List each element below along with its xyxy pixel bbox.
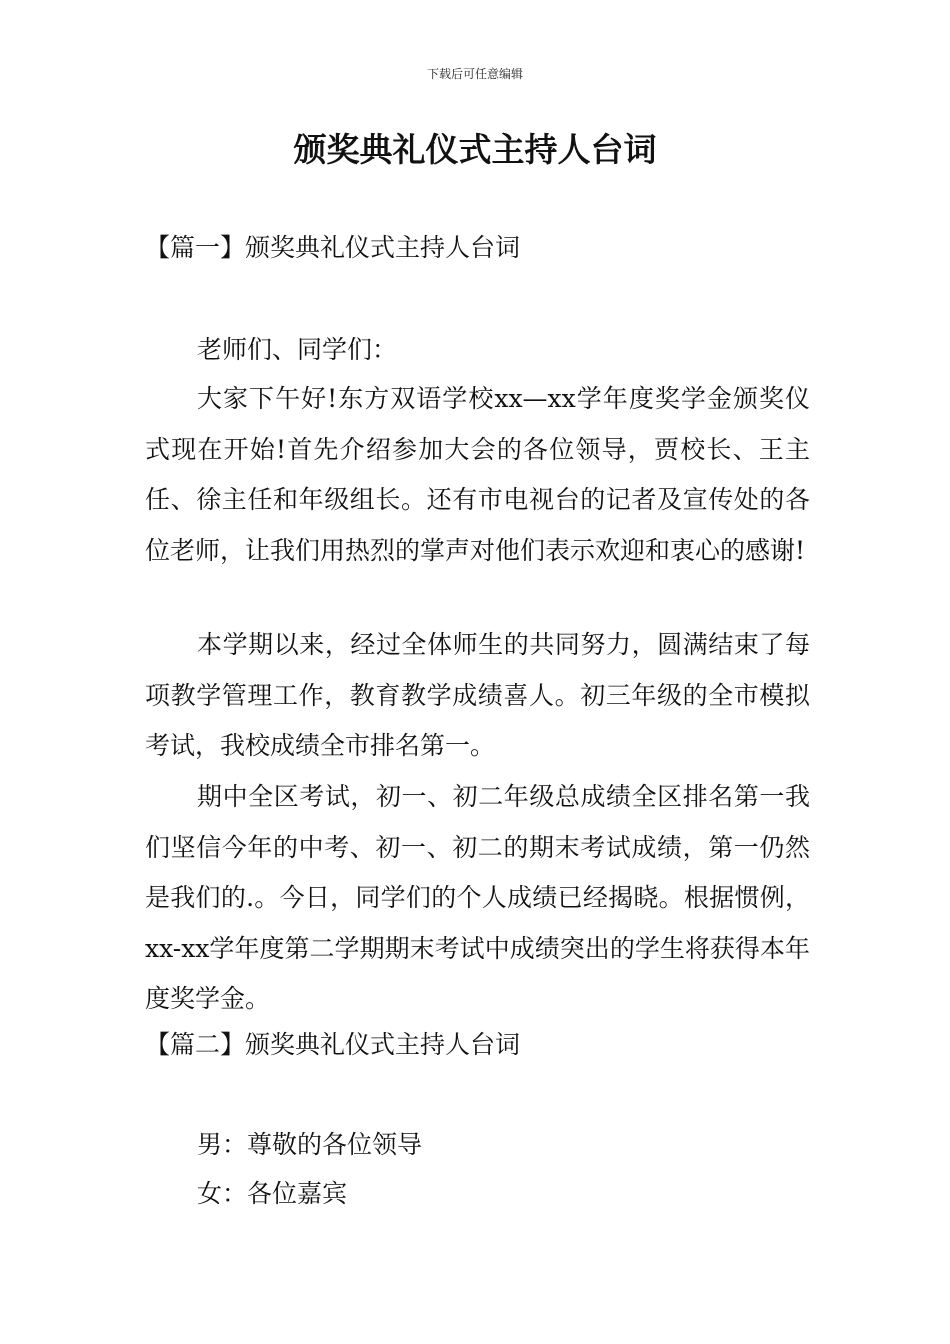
section-heading-1: 【篇一】颁奖典礼仪式主持人台词 bbox=[145, 233, 521, 262]
document-title: 颁奖典礼仪式主持人台词 bbox=[293, 130, 657, 169]
dialogue-line-male: 男：尊敬的各位领导 bbox=[197, 1130, 423, 1159]
dialogue-line-female: 女：各位嘉宾 bbox=[197, 1179, 348, 1208]
paragraph-3: 期中全区考试，初一、初二年级总成绩全区排名第一我们坚信今年的中考、初一、初二的期末考试成绩，第一仍然是我们的.。今日，同学们的个人成绩已经揭晓。根据惯例，xx-xx学年度第二学期期末考试中成绩突出的学生将获得本年度奖学金。 bbox=[145, 782, 810, 1013]
section-heading-2: 【篇二】颁奖典礼仪式主持人台词 bbox=[145, 1030, 521, 1059]
greeting-line: 老师们、同学们： bbox=[197, 335, 398, 364]
paragraph-1: 大家下午好!东方双语学校xx—xx学年度奖学金颁奖仪式现在开始!首先介绍参加大会的各位领导，贾校长、王主任、徐主任和年级组长。还有市电视台的记者及宣传处的各位老师，让我们用热烈的掌声对他们表示欢迎和衷心的感谢! bbox=[145, 384, 810, 565]
paragraph-2: 本学期以来，经过全体师生的共同努力，圆满结束了每项教学管理工作，教育教学成绩喜人。初三年级的全市模拟考试，我校成绩全市排名第一。 bbox=[145, 630, 810, 760]
header-note: 下载后可任意编辑 bbox=[426, 67, 523, 81]
